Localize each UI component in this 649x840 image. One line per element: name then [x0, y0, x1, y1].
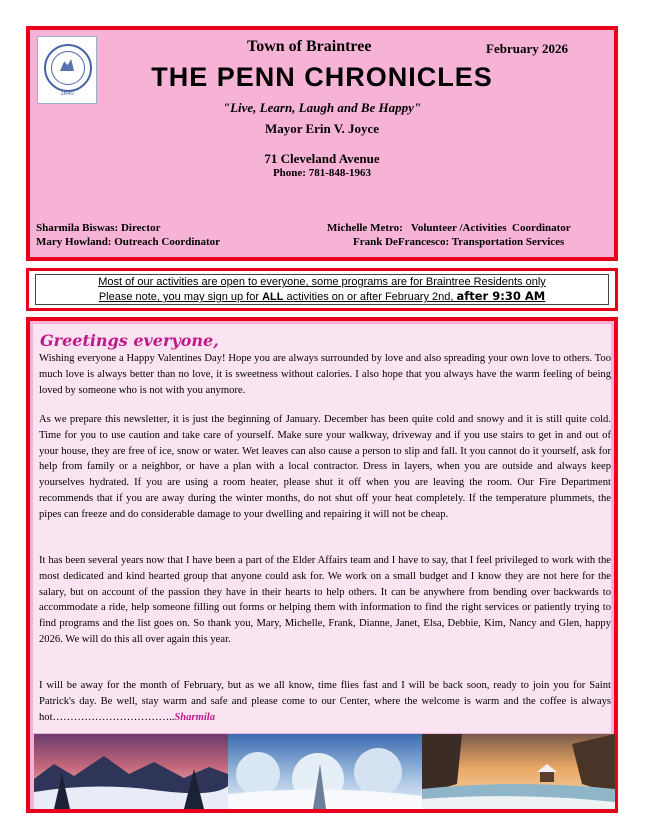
mayor-name: Mayor Erin V. Joyce	[264, 121, 380, 136]
issue-date: February 2026	[486, 41, 568, 56]
notice-inner	[35, 274, 609, 305]
notice-line-1-text: Most of our activities are open to everyone, some programs are for Braintree Residents only	[98, 276, 546, 288]
notice-all: ALL	[262, 291, 284, 303]
winter-photo-river-cabin	[422, 734, 615, 809]
notice-line-2	[36, 289, 608, 304]
river-cabin-image	[422, 734, 615, 809]
newsletter-header	[26, 26, 618, 261]
letter-greeting: Greetings everyone,	[40, 331, 219, 350]
notice-line-1	[36, 275, 608, 289]
staff-outreach: Mary Howland: Outreach Coordinator	[36, 236, 221, 248]
activities-notice-box	[26, 268, 618, 311]
notice-line-2-mid: activities on or after February 2nd,	[283, 291, 457, 303]
seal-year: 1640	[60, 91, 74, 97]
letter-paragraph-3: It has been several years now that I have been a part of the Elder Affairs team and I have to say, that I feel privileged to work with the most dedicated and kind hearted group that anyone could ask for. We work on a small budget and I know they are not here for the salary, but on account of the passion they have in their hearts to help others. It can be anywhere from bending over backwards to accommodate a ride, help someone filling out forms or helping them with information to find the right services or patiently trying to find programs and the list goes on. So thank you, Mary, Michelle, Frank, Dianne, Janet, Elsa, Debbie, Kim, Nancy and Glen, happy 2026. We will do this all over again this year.	[39, 555, 611, 645]
letter-paragraph-4	[39, 678, 611, 725]
letter-body	[33, 324, 611, 733]
winter-sunset-image	[34, 734, 228, 809]
staff-transportation: Frank DeFrancesco: Transportation Services	[353, 236, 565, 248]
newsletter-title: THE PENN CHRONICLES	[151, 62, 493, 92]
letter-paragraph-1: Wishing everyone a Happy Valentines Day! Hope you are always surrounded by love and also spreading your own love to others. Too much love is always better than no love, it is sweetness without calories. I also hope that you always have the warm feeling of being loved by someone who is not with you anymore.	[39, 353, 611, 396]
center-phone: Phone: 781-848-1963	[272, 167, 372, 179]
winter-photo-frosted-trees	[228, 734, 422, 809]
frosted-trees-image	[228, 734, 422, 809]
town-name: Town of Braintree	[247, 38, 372, 55]
director-letter-section	[26, 317, 618, 813]
letter-paragraph-4-text: I will be away for the month of February, but as we all know, time flies fast and I will be back soon, ready to join you for Saint Patrick's day. Be well, stay warm and safe and please come to our Center, where the welcome is warm and the coffee is always hot……………………………..	[39, 680, 611, 723]
letter-paragraph-2: As we prepare this newsletter, it is just the beginning of January. December has been quite cold and snowy and it is still quite cold. Time for you to use caution and take care of yourself. Make sure your walkway, driveway and if you use stairs to get in and out of your house, they are free of ice, snow or water. Wet leaves can also cause a person to slip and fall. It you cannot do it yourself, ask for help from family or a neighbor, or have a plan with a local contractor. Dress in layers, when you are outside and always keep yourselves hydrated. If you are using a room heater, please shut it off when you are leaving the room. Our Fire Department recommends that if you are away during the winter months, do not shut off your heat completely. If the temperature plummets, the pipes can freeze and do considerable damage to your dwelling and repairing it will not be cheap.	[39, 414, 611, 520]
winter-photo-sunset	[34, 734, 228, 809]
staff-director: Sharmila Biswas: Director	[36, 222, 161, 234]
notice-time: after 9:30 AM	[456, 289, 546, 303]
newsletter-motto: "Live, Learn, Laugh and Be Happy"	[222, 100, 422, 115]
notice-line-2-prefix: Please note, you may sign up for	[98, 291, 263, 303]
center-address: 71 Cleveland Avenue	[264, 151, 380, 166]
letter-signature: Sharmila	[174, 711, 216, 723]
staff-volunteer-coordinator: Michelle Metro: Volunteer /Activities Coordinator	[327, 222, 571, 234]
